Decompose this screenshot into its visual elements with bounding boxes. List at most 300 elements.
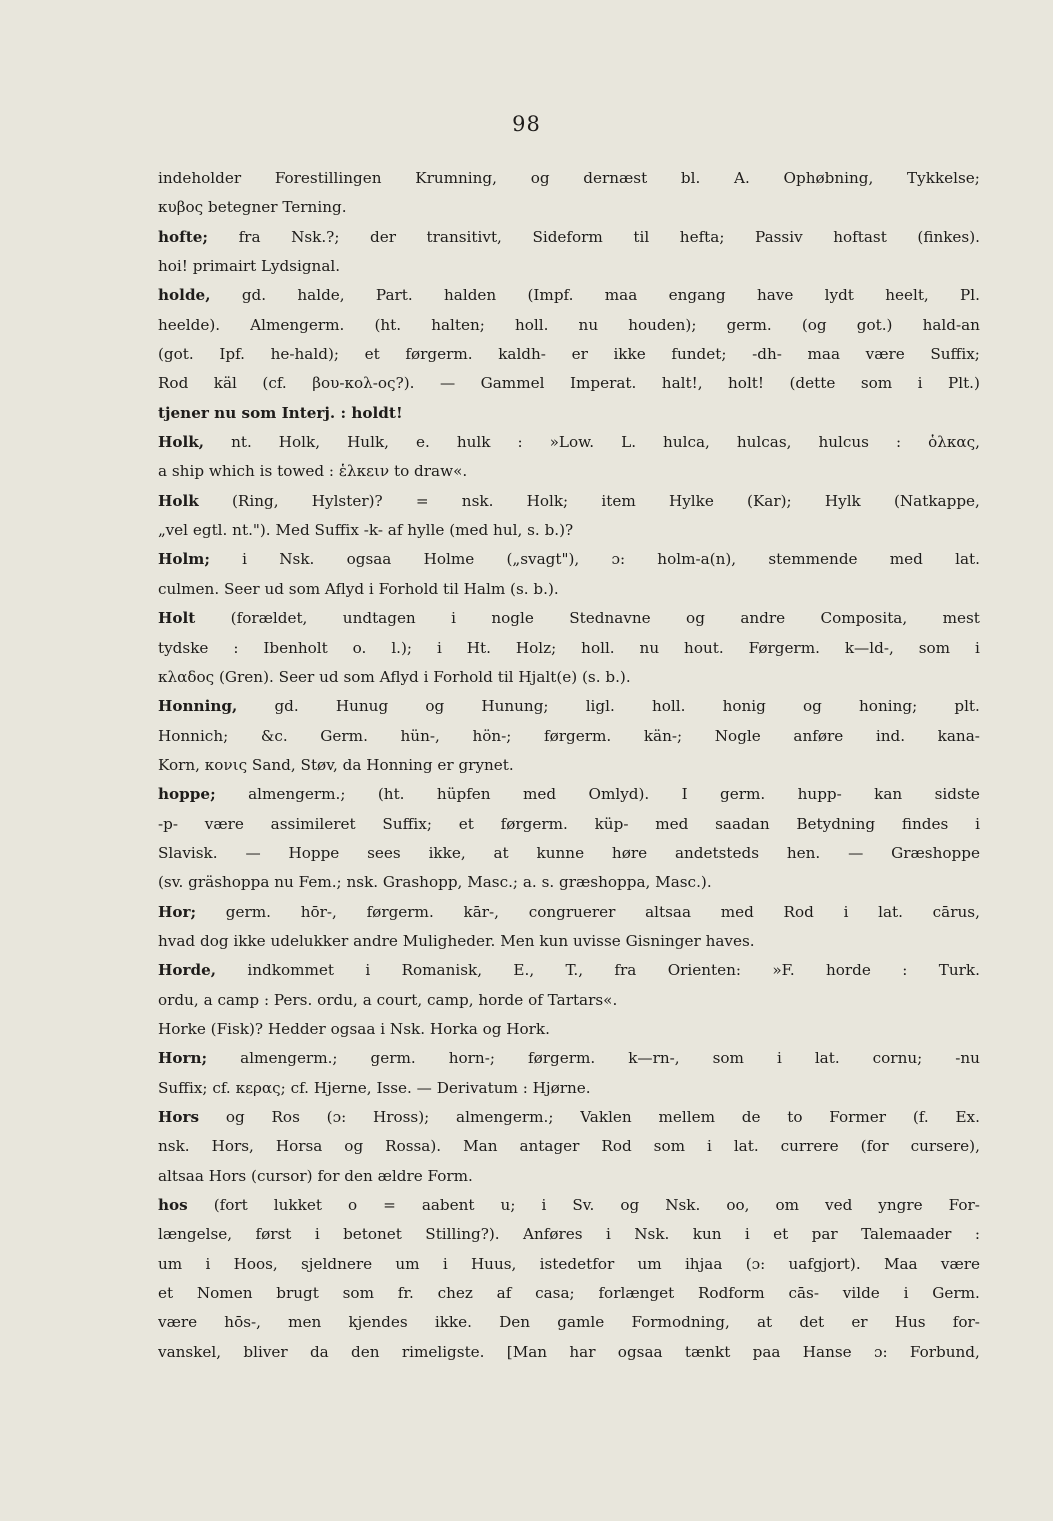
word: som [918, 638, 951, 657]
word: „vel egtl. nt."). Med Suffix -k- af hylle (med hul, s. b.)? [158, 521, 574, 540]
word: Horde, [158, 961, 217, 980]
word: som [342, 1284, 374, 1303]
word: lukket [273, 1196, 322, 1215]
word: maa [604, 286, 638, 305]
word: bliver [243, 1342, 288, 1361]
word: Hunug [335, 697, 389, 716]
word: — [245, 843, 261, 862]
word: (got. [158, 345, 194, 364]
word: currere [780, 1137, 839, 1156]
word: Formodning, [631, 1313, 730, 1332]
word: : [233, 638, 239, 657]
word: Vaklen [580, 1108, 632, 1126]
word: fra [614, 961, 637, 980]
word: nsk. [461, 491, 494, 510]
word: med [655, 814, 689, 833]
word: Honnich; [158, 726, 229, 745]
text-line [158, 1015, 980, 1044]
word: ved [825, 1196, 853, 1215]
word: Holme [423, 550, 475, 569]
word: (Ring, [231, 491, 279, 510]
word: = [383, 1196, 396, 1215]
word: førgerm. [500, 814, 568, 833]
word: Hanse [802, 1342, 852, 1361]
word: »F. [772, 961, 795, 980]
text-line [158, 898, 980, 927]
text-line [158, 575, 980, 604]
word: lat. [955, 550, 980, 569]
text-line [158, 1191, 980, 1220]
word: cursere), [910, 1137, 980, 1156]
word: ɔ: [611, 550, 626, 569]
text-line [158, 487, 980, 516]
word: ikke [613, 345, 646, 364]
word: fundet; [671, 345, 727, 364]
word: hön-; [472, 726, 512, 745]
word: hefta; [679, 227, 725, 246]
word: (ɔ: [745, 1254, 766, 1273]
word: i [365, 961, 371, 980]
word: hald-an [922, 315, 980, 334]
word: forlænget [598, 1284, 675, 1303]
word: ogsaa [617, 1342, 663, 1361]
word: aabent [421, 1196, 475, 1215]
word: (sv. gräshoppa nu Fem.; nsk. Grashopp, Masc.; a. s. græshoppa, Masc.). [158, 873, 712, 892]
word: et [773, 1225, 789, 1244]
word: Holt [158, 609, 196, 628]
word: ɔ: [873, 1342, 888, 1361]
word: et [458, 814, 474, 833]
word: være [940, 1254, 980, 1273]
word: honig [722, 697, 766, 716]
word: Holk; [526, 491, 569, 510]
word: Stednavne [569, 609, 651, 628]
word: indeholder [158, 169, 242, 187]
word: κλαδος (Gren). Seer ud som Aflyd i Forhold til Hjalt(e) (s. b.). [158, 667, 631, 686]
text-line [158, 663, 980, 692]
word: -p- [158, 814, 178, 833]
word: he-hald); [270, 345, 339, 364]
word: til [633, 227, 650, 246]
word: »Low. [549, 433, 595, 452]
word: dernæst [583, 169, 648, 187]
word: med [889, 550, 923, 569]
word: er [571, 345, 588, 364]
word: chez [437, 1284, 473, 1303]
word: („svagt"), [506, 550, 580, 569]
word: Maa [883, 1254, 918, 1273]
word: almengerm.; [248, 785, 346, 804]
word: (finkes). [917, 227, 980, 246]
word: Omlyd). [588, 785, 650, 804]
text-line [158, 516, 980, 545]
word: Germ. [320, 726, 368, 745]
word: hulk [456, 433, 491, 452]
word: Rod [783, 902, 814, 921]
word: assimileret [270, 814, 356, 833]
word: Suffix; [930, 345, 980, 364]
word: Horn; [158, 1049, 208, 1068]
word: hōs-, [224, 1313, 261, 1332]
word: hulca, [663, 433, 710, 452]
word: tænkt [684, 1342, 731, 1361]
page-number: 98 [512, 112, 541, 136]
word: i [314, 1225, 320, 1244]
text-line [158, 1338, 980, 1367]
word: nu [578, 315, 599, 334]
word: Romanisk, [401, 961, 483, 980]
word: have [756, 286, 794, 305]
text-line [158, 311, 980, 340]
word: holl. [651, 697, 686, 716]
word: germ. [720, 785, 766, 804]
word: hoi! primairt Lydsignal. [158, 257, 341, 276]
word: men [288, 1313, 322, 1332]
word: vilde [842, 1284, 880, 1303]
word: paa [752, 1342, 781, 1361]
word: førgerm. [527, 1049, 596, 1068]
text-line [158, 986, 980, 1015]
word: heelde). [158, 315, 221, 334]
word: item [601, 491, 636, 510]
word: Plt.) [948, 374, 980, 393]
word: som [860, 374, 893, 393]
text-line [158, 780, 980, 809]
word: uafgjort). [788, 1254, 861, 1273]
word: hvad dog ikke udelukker andre Muligheder. Men kun uvisse Gisninger haves. [158, 931, 755, 950]
word: o. [352, 638, 367, 657]
word: casa; [535, 1284, 575, 1303]
word: ikke. [434, 1313, 472, 1332]
word: andre [740, 609, 786, 628]
word: halt!, [661, 374, 703, 393]
word: længelse, [158, 1225, 233, 1244]
word: af [496, 1284, 512, 1303]
word: hoppe; [158, 785, 216, 804]
word: i [974, 638, 980, 657]
text-line [158, 252, 980, 281]
word: nsk. [158, 1137, 190, 1156]
word: to [787, 1108, 803, 1126]
word: holde, [158, 286, 211, 305]
word: Horsa [275, 1137, 323, 1156]
word: nt. [231, 433, 252, 452]
text-line [158, 1074, 980, 1103]
word: om [775, 1196, 799, 1215]
word: halde, [297, 286, 345, 305]
word: Hylke [668, 491, 714, 510]
word: Suffix; [382, 814, 432, 833]
word: sidste [934, 785, 980, 804]
word: E., [513, 961, 535, 980]
word: : [517, 433, 523, 452]
word: Turk. [938, 961, 980, 980]
word: holl. [581, 638, 615, 657]
word: i [706, 1137, 712, 1156]
word: i [541, 1196, 547, 1215]
word: almengerm.; [456, 1108, 554, 1126]
text-line [158, 751, 980, 780]
word: rimeligste. [401, 1342, 485, 1361]
word: Rossa). [385, 1137, 442, 1156]
word: Rod [158, 374, 189, 393]
word: Den [499, 1313, 531, 1332]
word: saadan [715, 814, 770, 833]
word: nogle [491, 609, 534, 628]
word: hulcas, [736, 433, 792, 452]
word: ihjaa [684, 1254, 723, 1273]
word: Holm; [158, 550, 210, 569]
word: Part. [375, 286, 413, 305]
word: oo, [726, 1196, 750, 1215]
word: et [364, 345, 380, 364]
word: Holk, [278, 433, 321, 452]
word: hulcus [818, 433, 869, 452]
text-line [158, 1044, 980, 1073]
word: Hus [894, 1313, 926, 1332]
word: de [741, 1108, 761, 1126]
word: mest [942, 609, 980, 628]
word: küp- [594, 814, 629, 833]
word: maa [807, 345, 841, 364]
word: Pl. [960, 286, 980, 305]
text-line [158, 1103, 980, 1132]
word: Honning, [158, 697, 238, 716]
word: horn-; [448, 1049, 495, 1068]
word: brugt [276, 1284, 319, 1303]
word: Man [463, 1137, 498, 1156]
word: i [975, 814, 980, 833]
word: germ. [225, 902, 271, 921]
word: Hors, [211, 1137, 254, 1156]
word: Suffix; cf. κερας; cf. Hjerne, Isse. — Derivatum : Hjørne. [158, 1078, 591, 1097]
word: i [744, 1225, 750, 1244]
text-line [158, 457, 980, 486]
word: gamle [557, 1313, 605, 1332]
word: Tykkelse; [907, 169, 980, 187]
word: det [799, 1313, 825, 1332]
word: den [351, 1342, 380, 1361]
word: kār-, [463, 902, 499, 921]
word: hos [158, 1196, 188, 1215]
word: i [242, 550, 248, 569]
word: indkommet [247, 961, 335, 980]
text-line [158, 369, 980, 398]
text-line [158, 340, 980, 369]
word: Stilling?). [425, 1225, 500, 1244]
word: lat. [878, 902, 903, 921]
word: käl [213, 374, 237, 393]
word: (forældet, [230, 609, 308, 628]
word: som [653, 1137, 686, 1156]
word: kjendes [348, 1313, 408, 1332]
word: almengerm.; [240, 1049, 338, 1068]
word: i [205, 1254, 211, 1273]
word: Nogle [714, 726, 761, 745]
word: ligl. [585, 697, 615, 716]
word: -nu [955, 1049, 980, 1068]
word: ind. [875, 726, 906, 745]
word: Ipf. [219, 345, 245, 364]
word: houden); [628, 315, 697, 334]
word: o [347, 1196, 358, 1215]
word: ordu, a camp : Pers. ordu, a court, camp, horde of Tartars«. [158, 990, 618, 1009]
word: i [903, 1284, 909, 1303]
word: Almengerm. [250, 315, 345, 334]
word: Orienten: [667, 961, 742, 980]
text-line [158, 281, 980, 310]
word: halden [444, 286, 497, 305]
word: lydt [824, 286, 854, 305]
word: mellem [658, 1108, 715, 1126]
word: og [425, 697, 445, 716]
word: Ophøbning, [783, 169, 874, 187]
word: Imperat. [569, 374, 637, 393]
word: være [158, 1313, 198, 1332]
word: cārus, [932, 902, 980, 921]
word: ὁλκας, [928, 433, 980, 452]
word: hout. [684, 638, 724, 657]
word: (Kar); [747, 491, 792, 510]
word: kana- [937, 726, 980, 745]
word: i [917, 374, 923, 393]
word: &c. [260, 726, 288, 745]
word: κυβος betegner Terning. [158, 198, 347, 217]
word: Germ. [932, 1284, 980, 1303]
word: holt! [728, 374, 765, 393]
word: i [442, 1254, 448, 1273]
word: (Natkappe, [893, 491, 980, 510]
word: Ex. [955, 1108, 980, 1126]
word: undtagen [342, 609, 416, 628]
word: I [681, 785, 688, 804]
word: k—ld-, [844, 638, 894, 657]
word: Nsk. [279, 550, 315, 569]
word: Sv. [572, 1196, 595, 1215]
word: : [895, 433, 902, 452]
word: L. [621, 433, 637, 452]
text-line [158, 839, 980, 868]
word: Hor; [158, 902, 197, 921]
word: um [637, 1254, 662, 1273]
word: (dette [789, 374, 836, 393]
word: først [255, 1225, 292, 1244]
word: Ibenholt [263, 638, 328, 657]
word: βου-κολ-ος?). [312, 374, 415, 393]
word: hün-, [400, 726, 440, 745]
word: halten; [431, 315, 485, 334]
word: (ht. [377, 785, 405, 804]
word: høre [611, 843, 648, 862]
word: Ros [271, 1108, 300, 1126]
word: Forbund, [909, 1342, 980, 1361]
word: hofte; [158, 227, 208, 246]
text-line [158, 164, 980, 193]
text-line [158, 1279, 980, 1308]
word: (for [860, 1137, 889, 1156]
word: nu [639, 638, 660, 657]
word: for- [952, 1313, 980, 1332]
word: kan [874, 785, 903, 804]
word: være [865, 345, 905, 364]
word: hen. [786, 843, 821, 862]
word: plt. [954, 697, 980, 716]
word: kaldh- [498, 345, 546, 364]
word: [Man [506, 1342, 548, 1361]
word: da [309, 1342, 329, 1361]
word: = [415, 491, 429, 510]
word: Passiv [755, 227, 803, 246]
word: Hunung; [481, 697, 549, 716]
word: Hoos, [233, 1254, 278, 1273]
word: gd. [274, 697, 299, 716]
word: og [225, 1108, 245, 1126]
word: transitivt, [426, 227, 502, 246]
word: med [522, 785, 557, 804]
word: istedetfor [539, 1254, 615, 1273]
word: ogsaa [346, 550, 392, 569]
word: altsaa [645, 902, 692, 921]
word: og [344, 1137, 364, 1156]
word: a ship which is towed : ἑλκειν to draw«. [158, 462, 468, 481]
text-line [158, 399, 980, 428]
word: hupp- [797, 785, 842, 804]
word: Nomen [196, 1284, 253, 1303]
word: Ht. [466, 638, 491, 657]
word: førgerm. [366, 902, 434, 921]
word: e. [415, 433, 430, 452]
word: par [811, 1225, 838, 1244]
word: Gammel [480, 374, 545, 393]
word: (fort [213, 1196, 248, 1215]
text-line [158, 927, 980, 956]
word: være [204, 814, 244, 833]
word: sees [367, 843, 401, 862]
word: (ɔ: [326, 1108, 347, 1126]
word: findes [901, 814, 949, 833]
word: hüpfen [436, 785, 491, 804]
word: tydske [158, 638, 209, 657]
text-line [158, 868, 980, 897]
word: um [158, 1254, 183, 1273]
word: fr. [397, 1284, 414, 1303]
word: stemmende [768, 550, 858, 569]
word: Hors [158, 1108, 200, 1126]
word: culmen. Seer ud som Aflyd i Forhold til Halm (s. b.). [158, 579, 559, 598]
word: at [493, 843, 509, 862]
word: der [370, 227, 396, 246]
word: Rodform [697, 1284, 765, 1303]
word: cās- [788, 1284, 819, 1303]
word: Huus, [470, 1254, 517, 1273]
word: Talemaader [861, 1225, 952, 1244]
word: andetsteds [674, 843, 759, 862]
word: cornu; [872, 1049, 923, 1068]
text-line [158, 956, 980, 985]
word: Betydning [796, 814, 876, 833]
word: lat. [814, 1049, 840, 1068]
word: bl. [680, 169, 701, 187]
word: lat. [733, 1137, 759, 1156]
word: yngre [878, 1196, 923, 1215]
word: førgerm. [544, 726, 612, 745]
word: germ. [370, 1049, 416, 1068]
word: k—rn-, [628, 1049, 680, 1068]
word: Hulk, [347, 433, 389, 452]
word: hōr-, [300, 902, 337, 921]
word: fra [238, 227, 261, 246]
word: Førgerm. [748, 638, 820, 657]
